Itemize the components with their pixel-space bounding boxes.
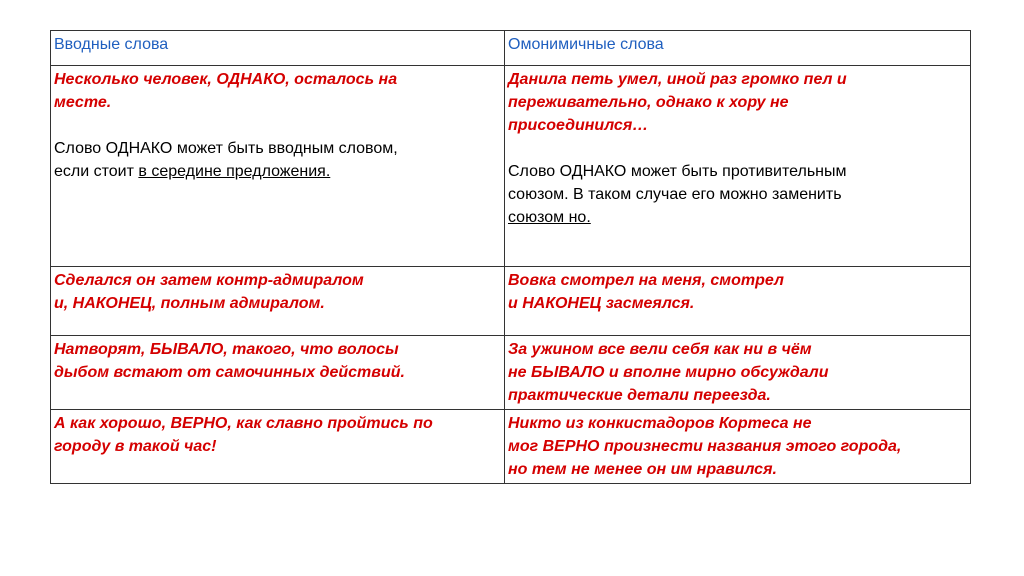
cell-homonymous-verno — [505, 410, 971, 484]
table-row — [51, 336, 971, 410]
rule-note-underlined: союзом но. — [508, 209, 591, 226]
cell-introductory-odnako — [51, 66, 505, 267]
example-sentence: Вовка смотрел на меня, смотрел и НАКОНЕЦ засмеялся. — [508, 272, 784, 312]
cell-homonymous-byvalo — [505, 336, 971, 410]
table-row — [51, 267, 971, 336]
cell-introductory-verno — [51, 410, 505, 484]
example-sentence: За ужином все вели себя как ни в чём не БЫВАЛО и вполне мирно обсуждали практические детали переезда. — [508, 341, 829, 404]
rule-note — [54, 137, 500, 183]
cell-introductory-byvalo — [51, 336, 505, 410]
cell-homonymous-nakonets — [505, 267, 971, 336]
example-sentence: Данила петь умел, иной раз громко пел и переживательно, однако к хору не присоединился… — [508, 71, 847, 134]
cell-homonymous-odnako — [505, 66, 971, 267]
table-row — [51, 66, 971, 267]
example-sentence: Натворят, БЫВАЛО, такого, что волосы дыбом встают от самочинных действий. — [54, 341, 405, 381]
rule-note — [508, 160, 966, 229]
rule-note-text: Слово ОДНАКО может быть вводным словом, если стоит — [54, 140, 398, 180]
header-homonymous-words: Омонимичные слова — [505, 31, 971, 66]
example-sentence: Несколько человек, ОДНАКО, осталось на месте. — [54, 71, 398, 111]
comparison-table — [50, 30, 971, 484]
header-introductory-words: Вводные слова — [51, 31, 505, 66]
example-sentence: А как хорошо, ВЕРНО, как славно пройтись по городу в такой час! — [54, 415, 433, 455]
header-row — [51, 31, 971, 66]
rule-note-text: Слово ОДНАКО может быть противительным союзом. В таком случае его можно заменить — [508, 163, 847, 203]
example-sentence: Никто из конкистадоров Кортеса не мог ВЕРНО произнести названия этого города, но тем не менее он им нравился. — [508, 415, 902, 478]
example-sentence: Сделался он затем контр-адмиралом и, НАКОНЕЦ, полным адмиралом. — [54, 272, 364, 312]
rule-note-underlined: в середине предложения. — [138, 163, 331, 180]
table-row — [51, 410, 971, 484]
cell-introductory-nakonets — [51, 267, 505, 336]
